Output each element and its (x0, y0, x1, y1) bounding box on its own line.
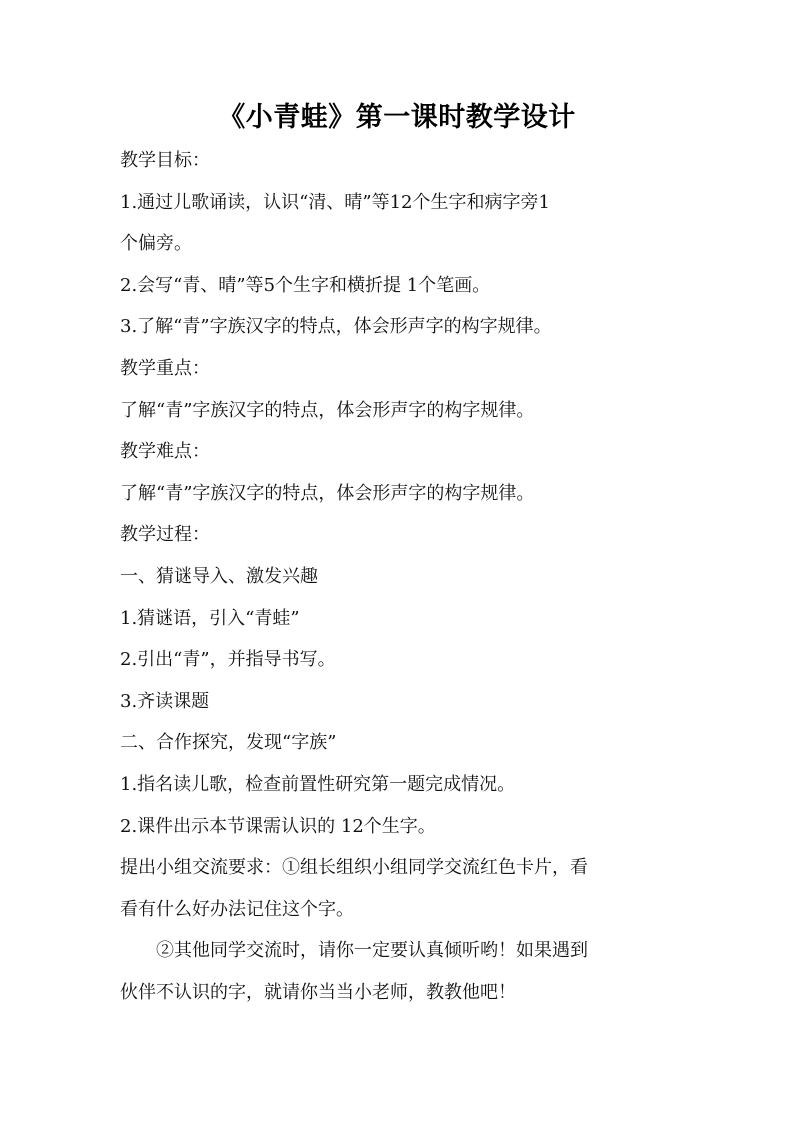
document-title: 《小青蛙》第一课时教学设计 (218, 102, 576, 133)
section-heading-difficulties: 教学难点： (120, 441, 210, 463)
objective-item-1: 1.通过儿歌诵读，认识“清、晴”等12个生字和病字旁1 (120, 191, 550, 213)
objective-item-2: 2.会写“青、晴”等5个生字和横折提 1个笔画。 (120, 274, 491, 296)
group-requirement-continued: 看有什么好办法记住这个字。 (120, 898, 354, 920)
process-step-1-item-2: 2.引出“青”，并指导书写。 (120, 649, 336, 671)
objective-item-1-continued: 个偏旁。 (120, 233, 192, 255)
group-requirement-text: 提出小组交流要求：①组长组织小组同学交流红色卡片，看 (120, 857, 588, 879)
process-step-heading-1: 一、猜谜导入、激发兴趣 (120, 565, 318, 587)
process-step-2-item-2: 2.课件出示本节课需认识的 12个生字。 (120, 815, 436, 837)
section-heading-process: 教学过程： (120, 524, 210, 546)
section-heading-key-points: 教学重点： (120, 357, 210, 379)
key-point-text: 了解“青”字族汉字的特点，体会形声字的构字规律。 (120, 399, 535, 421)
process-step-heading-2: 二、合作探究，发现“字族” (120, 732, 337, 754)
section-heading-objectives: 教学目标： (120, 150, 210, 171)
objective-item-3: 3.了解“青”字族汉字的特点，体会形声字的构字规律。 (120, 316, 552, 338)
difficulty-text: 了解“青”字族汉字的特点，体会形声字的构字规律。 (120, 482, 535, 504)
group-requirement-item-2: ②其他同学交流时，请你一定要认真倾听哟！如果遇到 (156, 940, 588, 962)
process-step-1-item-3: 3.齐读课题 (120, 690, 210, 712)
process-step-2-item-1: 1.指名读儿歌，检查前置性研究第一题完成情况。 (120, 773, 516, 795)
process-step-1-item-1: 1.猜谜语，引入“青蛙” (120, 607, 300, 629)
group-requirement-item-2-continued: 伙伴不认识的字，就请你当当小老师，教教他吧！ (120, 981, 516, 1003)
document-body (120, 140, 676, 1013)
